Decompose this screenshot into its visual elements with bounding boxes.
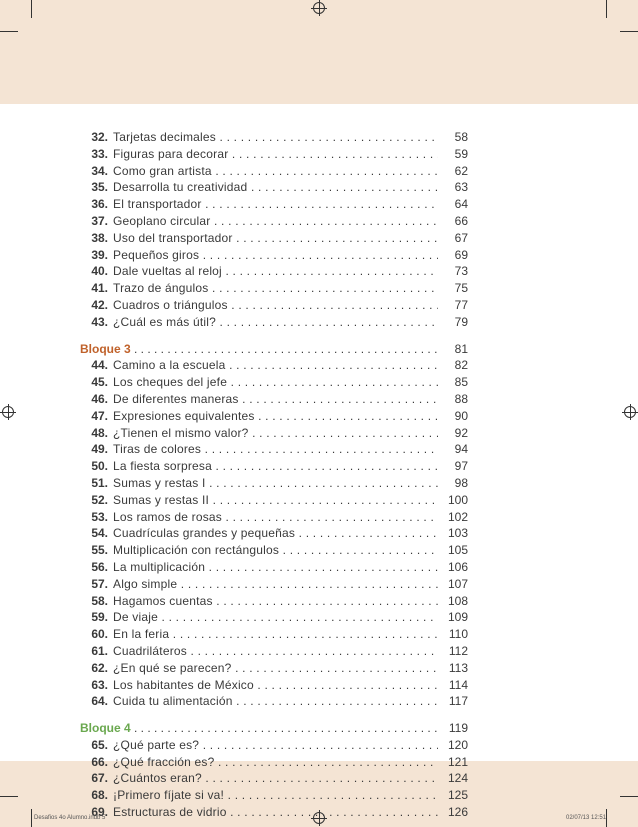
toc-entry-page: 105 <box>447 543 468 558</box>
toc-entry <box>80 609 468 626</box>
toc-entry-page: 66 <box>454 213 468 228</box>
toc-entry <box>80 314 468 331</box>
toc-entry <box>80 643 468 660</box>
toc-entry-title: Uso del transportador . . . <box>113 230 438 247</box>
bloque-heading <box>80 341 468 358</box>
toc-entry-number: 50. <box>91 459 108 474</box>
toc-entry-number: 53. <box>91 509 108 524</box>
bloque-page: 119 <box>448 721 468 736</box>
toc-entry-title: Tarjetas decimales . . . <box>113 129 438 146</box>
toc-entry <box>80 576 468 593</box>
toc-entry-page: 109 <box>447 610 468 625</box>
toc-entry <box>80 441 468 458</box>
toc-entry <box>80 146 468 163</box>
toc-entry-page: 112 <box>448 643 468 658</box>
toc-entry-title: Cuadriláteros . . . <box>113 643 438 660</box>
toc-entry <box>80 297 468 314</box>
toc-entry <box>80 677 468 694</box>
toc-entry-number: 37. <box>91 213 108 228</box>
toc-entry-page: 69 <box>454 247 468 262</box>
toc-entry-number: 51. <box>91 475 108 490</box>
toc-entry-title: Dale vueltas al reloj . . . <box>113 263 438 280</box>
toc-entry-number: 36. <box>91 197 108 212</box>
toc-entry-page: 97 <box>454 459 468 474</box>
toc-entry <box>80 391 468 408</box>
toc-entry <box>80 626 468 643</box>
toc-entry <box>80 374 468 391</box>
toc-entry-number: 69. <box>91 805 108 820</box>
toc-entry-number: 40. <box>91 264 108 279</box>
toc-entry-page: 90 <box>454 408 468 423</box>
toc-entry <box>80 660 468 677</box>
toc-entry-page: 106 <box>447 559 468 574</box>
toc-entry-page: 58 <box>454 130 468 144</box>
toc-entry-title: Desarrolla tu creatividad . . . <box>113 179 438 196</box>
toc-entry-number: 61. <box>91 643 108 658</box>
crop-mark <box>0 31 18 32</box>
toc-entry <box>80 425 468 442</box>
crop-mark <box>606 809 607 827</box>
toc-entry-number: 32. <box>91 130 108 144</box>
crop-mark <box>0 796 18 797</box>
section-gap <box>80 710 468 720</box>
toc-entry-page: 92 <box>454 425 468 440</box>
toc-entry <box>80 525 468 542</box>
toc-entry-page: 94 <box>454 442 468 457</box>
toc-entry-title: Hagamos cuentas . . . <box>113 593 438 610</box>
toc-entry <box>80 737 468 754</box>
toc-entry-title: Algo simple . . . <box>113 576 438 593</box>
toc-entry-title: Estructuras de vidrio . . . <box>113 804 438 821</box>
footer-file-info: Desafios 4o Alumno.indb 5 <box>34 815 106 821</box>
table-of-contents <box>80 129 468 821</box>
toc-entry-number: 46. <box>91 391 108 406</box>
toc-entry <box>80 357 468 374</box>
toc-entry <box>80 593 468 610</box>
toc-entry-title: Multiplicación con rectángulos . . . <box>113 542 438 559</box>
toc-entry-title: El transportador . . . <box>113 196 438 213</box>
section-gap <box>80 331 468 341</box>
toc-entry <box>80 693 468 710</box>
toc-entry-title: Los ramos de rosas . . . <box>113 509 438 526</box>
toc-entry-title: Como gran artista . . . <box>113 163 438 180</box>
toc-entry-page: 103 <box>447 526 468 541</box>
toc-entry-number: 42. <box>91 297 108 312</box>
registration-mark-icon <box>624 406 636 418</box>
toc-entry-page: 63 <box>454 180 468 195</box>
toc-entry-title: ¿Qué fracción es? . . . <box>113 754 438 771</box>
toc-entry-number: 47. <box>91 408 108 423</box>
toc-entry-number: 55. <box>91 543 108 558</box>
toc-entry-title: Cuida tu alimentación . . . <box>113 693 438 710</box>
toc-entry-title: Tiras de colores . . . <box>113 441 438 458</box>
toc-entry <box>80 213 468 230</box>
toc-entry-page: 82 <box>454 358 468 373</box>
toc-entry <box>80 196 468 213</box>
toc-entry-title: Expresiones equivalentes . . . <box>113 408 438 425</box>
toc-entry-title: Sumas y restas II . . . <box>113 492 438 509</box>
toc-entry-page: 108 <box>447 593 468 608</box>
toc-entry-title: ¿Qué parte es? . . . <box>113 737 438 754</box>
toc-entry-number: 58. <box>91 593 108 608</box>
toc-entry <box>80 458 468 475</box>
toc-entry-page: 98 <box>454 475 468 490</box>
toc-entry-number: 66. <box>91 754 108 769</box>
toc-entry-number: 52. <box>91 492 108 507</box>
toc-entry-number: 41. <box>91 281 108 296</box>
toc-entry <box>80 247 468 264</box>
toc-entry <box>80 559 468 576</box>
toc-entry-title: Cuadros o triángulos . . . <box>113 297 438 314</box>
toc-entry-number: 57. <box>91 576 108 591</box>
toc-entry <box>80 230 468 247</box>
toc-entry-title: De viaje . . . <box>113 609 438 626</box>
toc-entry-page: 126 <box>447 805 468 820</box>
toc-entry-number: 54. <box>91 526 108 541</box>
toc-entry <box>80 408 468 425</box>
bloque-label: Bloque 3 . . . <box>80 341 438 358</box>
toc-entry-title: La fiesta sorpresa . . . <box>113 458 438 475</box>
toc-entry-title: Cuadrículas grandes y pequeñas . . . <box>113 525 438 542</box>
toc-entry <box>80 770 468 787</box>
toc-entry-title: Los cheques del jefe . . . <box>113 374 438 391</box>
toc-entry-number: 44. <box>91 358 108 373</box>
toc-entry-page: 124 <box>447 771 468 786</box>
toc-entry-number: 59. <box>91 610 108 625</box>
toc-entry-title: ¿Cuántos eran? . . . <box>113 770 438 787</box>
toc-entry-title: Los habitantes de México . . . <box>113 677 438 694</box>
toc-entry-page: 79 <box>454 314 468 329</box>
toc-entry-page: 73 <box>454 264 468 279</box>
toc-entry-number: 62. <box>91 660 108 675</box>
toc-entry-number: 64. <box>91 694 108 709</box>
toc-entry <box>80 475 468 492</box>
toc-entry-page: 64 <box>454 197 468 212</box>
footer-timestamp: 02/07/13 12:51 <box>566 815 607 821</box>
crop-mark <box>31 809 32 827</box>
toc-entry-number: 43. <box>91 314 108 329</box>
bloque-label: Bloque 4 . . . <box>80 720 438 737</box>
toc-entry-number: 60. <box>91 627 108 642</box>
bloque-page: 81 <box>454 341 468 356</box>
toc-entry-page: 88 <box>454 391 468 406</box>
toc-entry-page: 67 <box>454 230 468 245</box>
toc-entry-page: 85 <box>454 375 468 390</box>
toc-entry-number: 45. <box>91 375 108 390</box>
toc-entry-title: La multiplicación . . . <box>113 559 438 576</box>
toc-entry-title: ¿Cuál es más útil? . . . <box>113 314 438 331</box>
toc-entry-page: 110 <box>448 627 468 642</box>
toc-entry <box>80 804 468 821</box>
toc-entry-title: Trazo de ángulos . . . <box>113 280 438 297</box>
toc-entry-page: 77 <box>454 297 468 312</box>
toc-entry <box>80 492 468 509</box>
toc-entry-title: Figuras para decorar . . . <box>113 146 438 163</box>
toc-entry <box>80 263 468 280</box>
toc-entry-title: De diferentes maneras . . . <box>113 391 438 408</box>
toc-entry-page: 120 <box>447 737 468 752</box>
toc-entry-page: 102 <box>447 509 468 524</box>
toc-entry-title: En la feria . . . <box>113 626 438 643</box>
toc-entry-page: 59 <box>454 146 468 161</box>
toc-entry-title: ¿Tienen el mismo valor? . . . <box>113 425 438 442</box>
toc-entry-title: ¿En qué se parecen? . . . <box>113 660 438 677</box>
toc-entry <box>80 163 468 180</box>
toc-entry <box>80 754 468 771</box>
toc-entry-title: Pequeños giros . . . <box>113 247 438 264</box>
toc-entry-number: 38. <box>91 230 108 245</box>
registration-mark-icon <box>2 406 14 418</box>
toc-entry-number: 39. <box>91 247 108 262</box>
toc-entry-number: 34. <box>91 163 108 178</box>
crop-mark <box>620 796 638 797</box>
toc-entry-number: 65. <box>91 737 108 752</box>
toc-entry-page: 125 <box>447 788 468 803</box>
toc-entry-number: 35. <box>91 180 108 195</box>
toc-entry <box>80 787 468 804</box>
toc-entry <box>80 129 468 146</box>
registration-mark-icon <box>313 2 325 14</box>
toc-entry-number: 68. <box>91 788 108 803</box>
toc-entry-page: 100 <box>447 492 468 507</box>
toc-entry-number: 33. <box>91 146 108 161</box>
toc-entry <box>80 509 468 526</box>
toc-entry-title: Sumas y restas I . . . <box>113 475 438 492</box>
toc-entry-page: 75 <box>454 281 468 296</box>
toc-entry-page: 114 <box>448 677 468 692</box>
toc-entry-number: 56. <box>91 559 108 574</box>
bloque-heading <box>80 720 468 737</box>
toc-entry-page: 62 <box>454 163 468 178</box>
toc-entry-page: 121 <box>447 754 468 769</box>
toc-entry <box>80 542 468 559</box>
toc-entry-number: 49. <box>91 442 108 457</box>
toc-entry-number: 48. <box>91 425 108 440</box>
crop-mark <box>606 0 607 18</box>
toc-entry-number: 67. <box>91 771 108 786</box>
toc-entry-title: Camino a la escuela . . . <box>113 357 438 374</box>
toc-entry <box>80 280 468 297</box>
toc-entry <box>80 179 468 196</box>
crop-mark <box>620 31 638 32</box>
toc-entry-number: 63. <box>91 677 108 692</box>
toc-entry-title: ¡Primero fíjate si va! . . . <box>113 787 438 804</box>
toc-entry-page: 107 <box>447 576 468 591</box>
toc-entry-title: Geoplano circular . . . <box>113 213 438 230</box>
toc-entry-page: 113 <box>448 660 468 675</box>
toc-entry-page: 117 <box>448 694 468 709</box>
crop-mark <box>31 0 32 18</box>
